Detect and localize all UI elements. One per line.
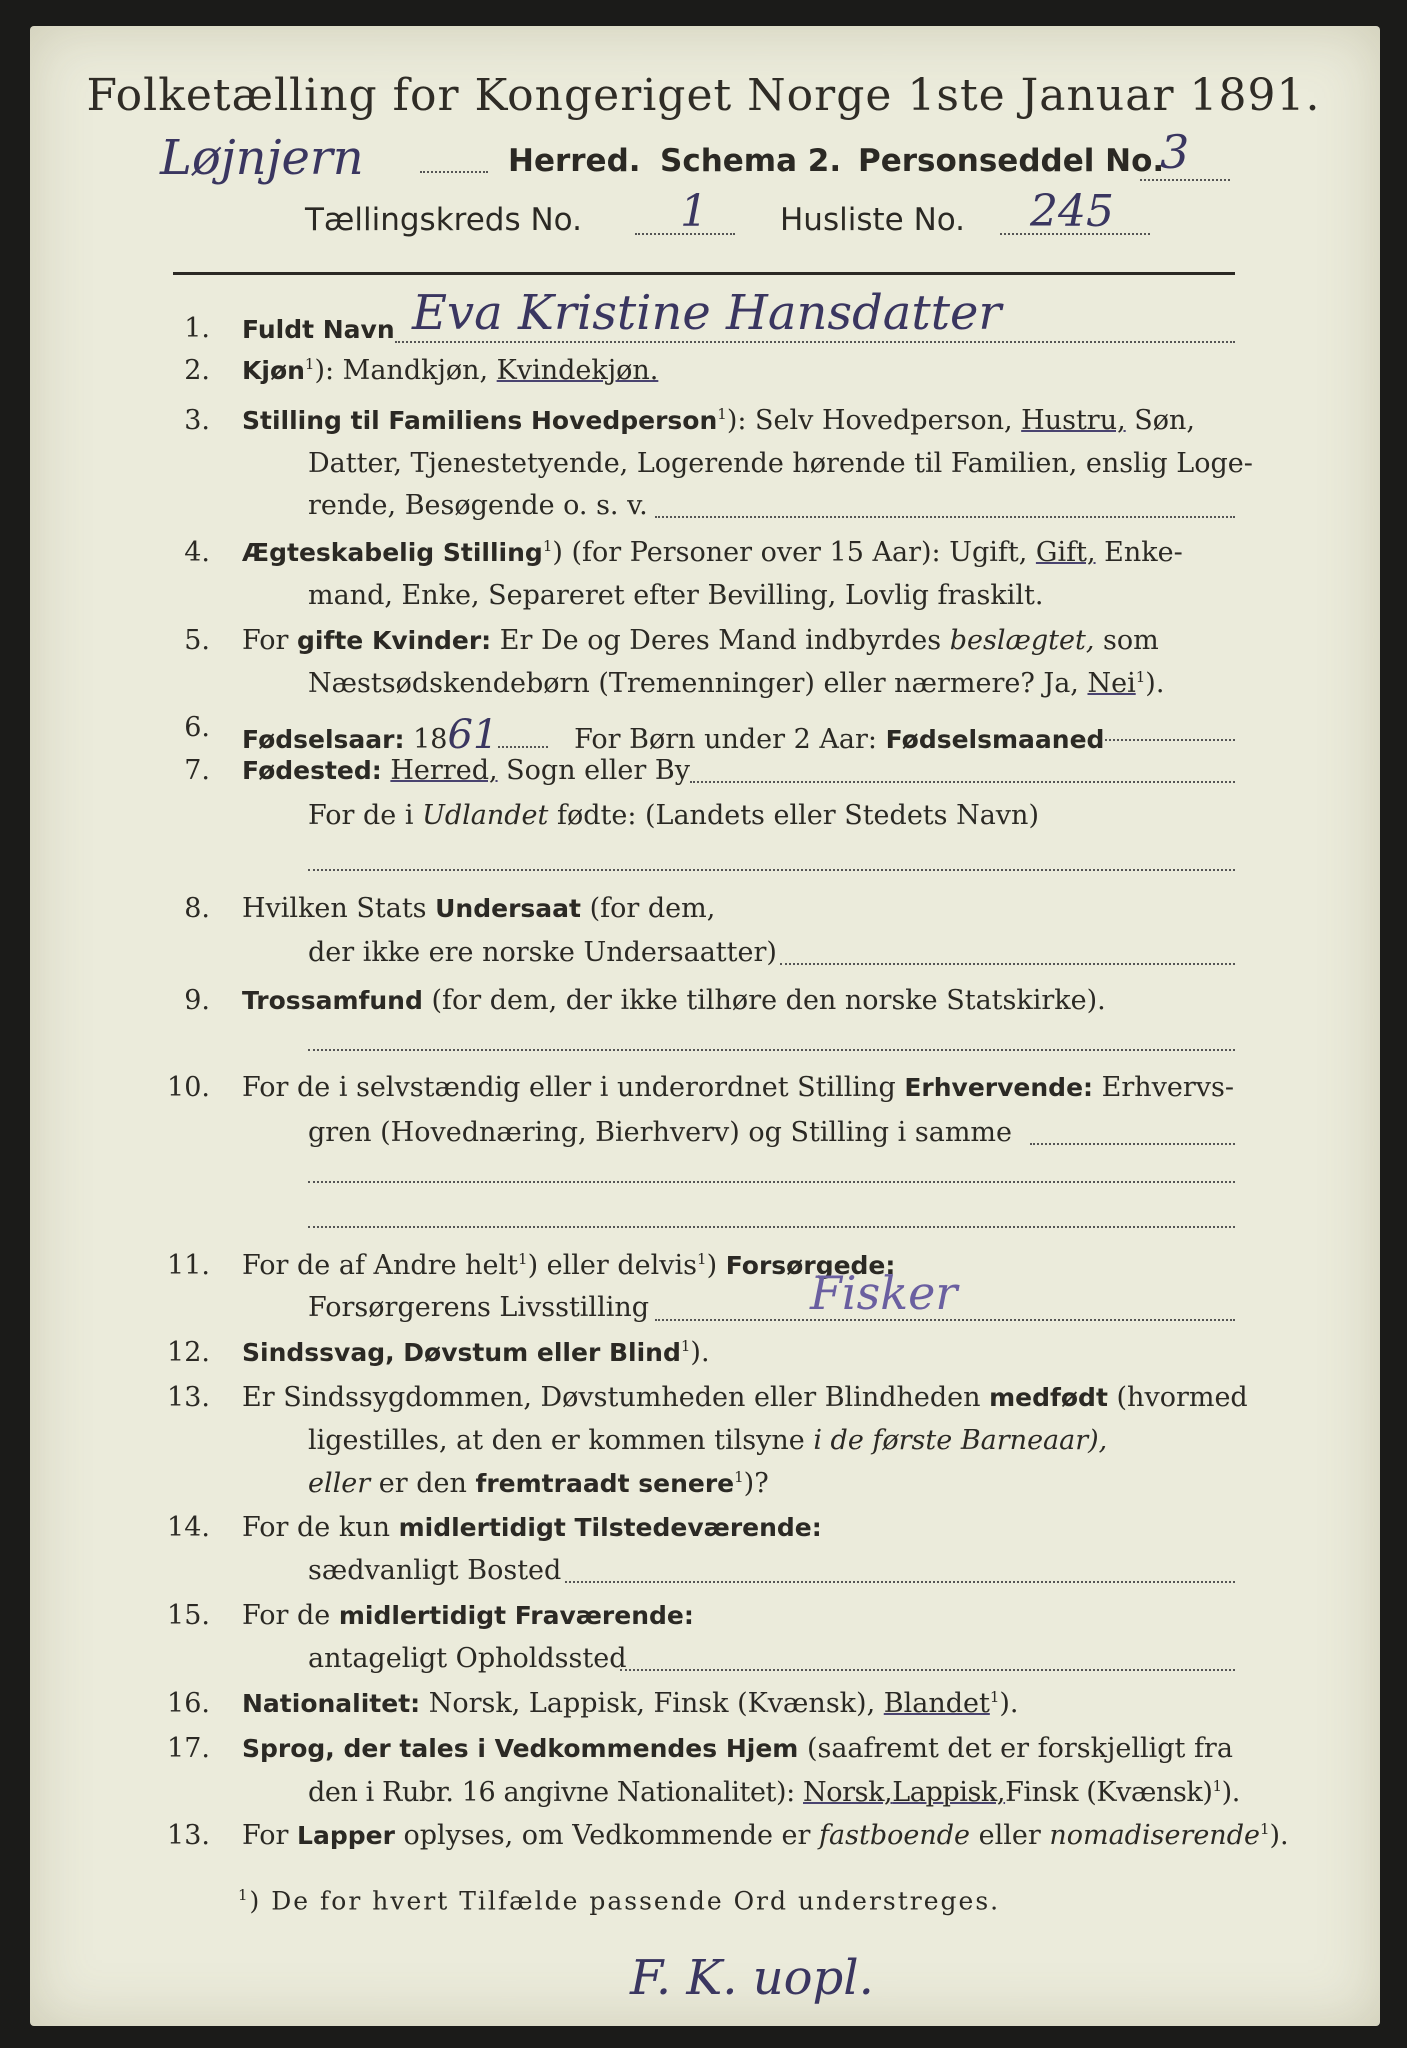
kreds-value: 1	[680, 186, 708, 237]
q7-dots	[690, 780, 1235, 783]
q14-line1: For de kun midlertidigt Tilstedeværende:	[242, 1512, 822, 1543]
q11-line1: For de af Andre helt$^1$) eller delvis$^1$) Forsørgede:	[242, 1250, 896, 1281]
q11-number: 11.	[167, 1250, 210, 1281]
q15-line1: For de midlertidigt Fraværende:	[242, 1600, 694, 1631]
q1-number: 1.	[184, 313, 210, 344]
q9-dots	[308, 1048, 1235, 1051]
q8-number: 8.	[184, 893, 210, 924]
q3-line2: Datter, Tjenestetyende, Logerende hørende til Familien, enslig Loge-	[308, 448, 1253, 479]
kreds-label: Tællingskreds No.	[305, 202, 582, 238]
q7-line2: For de i Udlandet fødte: (Landets eller Stedets Navn)	[308, 800, 1039, 831]
q11-dots	[655, 1318, 1235, 1321]
header-rule	[173, 272, 1235, 275]
q14-line2: sædvanligt Bosted	[308, 1555, 562, 1586]
herred-value: Løjnjern	[160, 130, 364, 186]
q9-line: Trossamfund (for dem, der ikke tilhøre den norske Statskirke).	[242, 985, 1106, 1016]
footnote: $^1$) De for hvert Tilfælde passende Ord understreges.	[238, 1886, 1001, 1916]
q7-line1: Fødested: Herred, Sogn eller By	[242, 755, 690, 786]
q13-line1: Er Sindssygdommen, Døvstumheden eller Blindheden medfødt (hvormed	[242, 1382, 1248, 1413]
q13-number: 13.	[167, 1382, 210, 1413]
q7-dots-2	[308, 868, 1235, 871]
herred-dots	[420, 170, 488, 173]
q13-line2: ligestilles, at den er kommen tilsyne i de første Barneaar),	[308, 1425, 1108, 1456]
q10-number: 10.	[167, 1072, 210, 1103]
q17-number: 17.	[167, 1733, 210, 1764]
q15-number: 15.	[167, 1600, 210, 1631]
personseddel-label: Personseddel No.	[858, 143, 1165, 179]
q13-line3: eller er den fremtraadt senere$^1$)?	[308, 1468, 769, 1499]
q11-line2: Forsørgerens Livsstilling	[308, 1292, 650, 1323]
q15-line2: antageligt Opholdssted	[308, 1643, 627, 1674]
q3-line1: Stilling til Familiens Hovedperson$^1$): Selv Hovedperson, Hustru, Søn,	[242, 405, 1196, 436]
husliste-value: 245	[1030, 186, 1114, 237]
signature: F. K. uopl.	[630, 1950, 874, 2006]
q7-number: 7.	[184, 755, 210, 786]
personseddel-dots	[1140, 178, 1230, 181]
q10-dots	[1030, 1142, 1235, 1145]
q5-line2: Næstsødskendebørn (Tremenninger) eller nærmere? Ja, Nei$^1$).	[308, 668, 1165, 699]
q6-dots	[1105, 738, 1235, 741]
q17-line2: den i Rubr. 16 angivne Nationalitet): Norsk,Lappisk,Finsk (Kvænsk)$^1$).	[308, 1777, 1240, 1808]
q18-number: 13.	[167, 1820, 210, 1851]
q11-value: Fisker	[810, 1266, 958, 1320]
q9-number: 9.	[184, 985, 210, 1016]
personseddel-value: 3	[1160, 125, 1190, 179]
q4-number: 4.	[184, 537, 210, 568]
q16-number: 16.	[167, 1688, 210, 1719]
q3-number: 3.	[184, 405, 210, 436]
q7-answer: Herred,	[390, 755, 498, 786]
husliste-dots	[1000, 232, 1150, 235]
q17-line1: Sprog, der tales i Vedkommendes Hjem (saafremt det er forskjelligt fra	[242, 1733, 1233, 1764]
q5-answer: Nei	[1087, 668, 1136, 699]
q4-answer: Gift,	[1035, 537, 1096, 568]
q5-number: 5.	[184, 625, 210, 656]
q1-dots	[395, 340, 1235, 343]
q4-line2: mand, Enke, Separeret efter Bevilling, Lovlig fraskilt.	[308, 580, 1044, 611]
q10-dots-3	[308, 1225, 1235, 1228]
husliste-label: Husliste No.	[780, 202, 966, 238]
q1-label: Fuldt Navn	[242, 315, 395, 344]
q6-number: 6.	[184, 712, 210, 743]
q8-line2: der ikke ere norske Undersaatter)	[308, 937, 777, 968]
kreds-dots	[635, 232, 735, 235]
q6-line: Fødselsaar: 1861 For Børn under 2 Aar: Fødselsmaaned	[242, 712, 1105, 758]
q10-dots-2	[308, 1180, 1235, 1183]
herred-label: Herred.	[508, 143, 641, 179]
q17-answer-1: Norsk,	[803, 1777, 893, 1808]
q2-line: Kjøn$^1$): Mandkjøn, Kvindekjøn.	[242, 355, 659, 386]
q12-line: Sindssvag, Døvstum eller Blind$^1$).	[242, 1337, 710, 1368]
form-title: Folketælling for Kongeriget Norge 1ste Januar 1891.	[86, 70, 1321, 121]
q10-line1: For de i selvstændig eller i underordnet Stilling Erhvervende: Erhvervs-	[242, 1072, 1235, 1103]
q3-line3: rende, Besøgende o. s. v.	[308, 490, 648, 521]
q2-answer: Kvindekjøn.	[496, 355, 659, 386]
q8-dots	[780, 962, 1235, 965]
q3-answer: Hustru,	[1021, 405, 1126, 436]
q2-number: 2.	[184, 355, 210, 386]
q1-value: Eva Kristine Hansdatter	[412, 285, 1002, 341]
q5-line1: For gifte Kvinder: Er De og Deres Mand indbyrdes beslægtet, som	[242, 625, 1159, 656]
q6-value: 61	[447, 712, 499, 758]
q8-line1: Hvilken Stats Undersaat (for dem,	[242, 893, 716, 924]
q3-dots	[655, 515, 1235, 518]
q14-number: 14.	[167, 1512, 210, 1543]
q4-line1: Ægteskabelig Stilling$^1$) (for Personer over 15 Aar): Ugift, Gift, Enke-	[242, 537, 1183, 568]
q10-line2: gren (Hovednæring, Bierhverv) og Stilling i samme	[308, 1117, 1013, 1148]
q15-dots	[620, 1668, 1235, 1671]
q16-line: Nationalitet: Norsk, Lappisk, Finsk (Kvænsk), Blandet$^1$).	[242, 1688, 1019, 1719]
q17-answer-2: Lappisk,	[892, 1777, 1006, 1808]
q12-number: 12.	[167, 1337, 210, 1368]
q18-line: For Lapper oplyses, om Vedkommende er fastboende eller nomadiserende$^1$).	[242, 1820, 1289, 1851]
schema-label: Schema 2.	[660, 143, 842, 179]
q14-dots	[565, 1580, 1235, 1583]
q16-answer: Blandet	[883, 1688, 990, 1719]
